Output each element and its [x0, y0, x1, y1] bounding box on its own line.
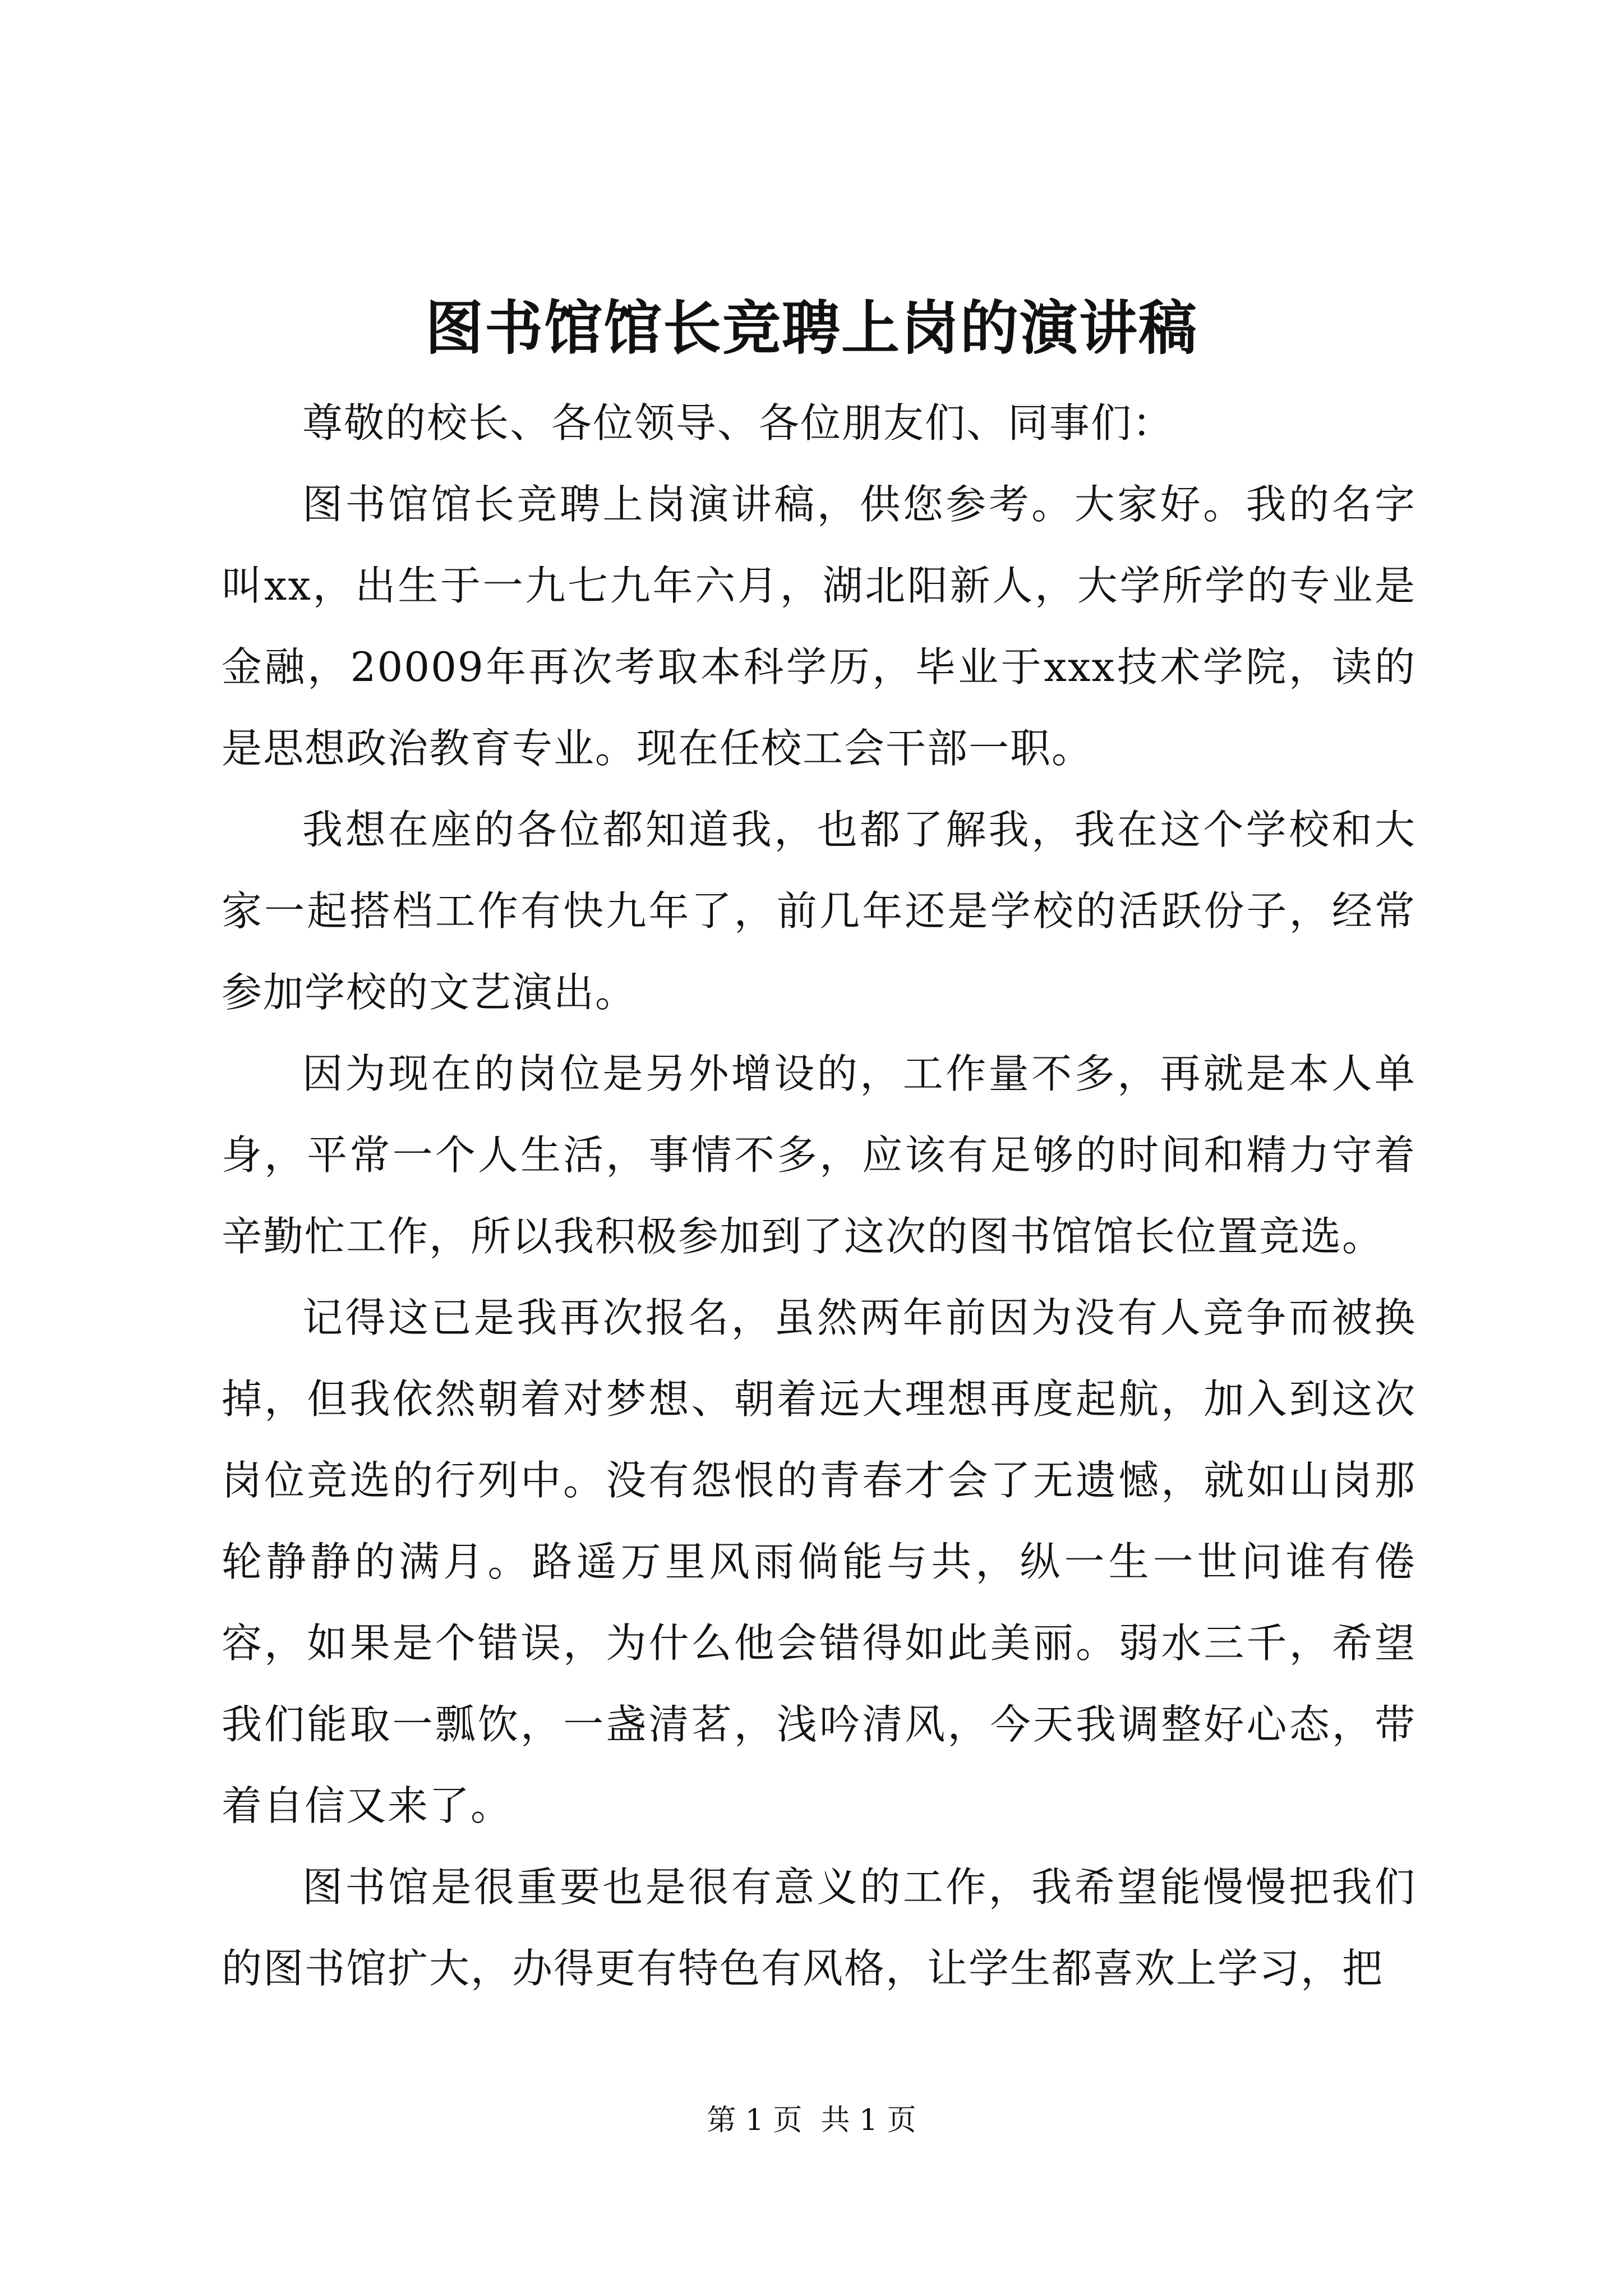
body-paragraph: 记得这已是我再次报名，虽然两年前因为没有人竞争而被换掉，但我依然朝着对梦想、朝着远大理想再度起航，加入到这次岗位竞选的行列中。没有怨恨的青春才会了无遗憾，就如山岗那轮静静的满月。路遥万里风雨倘能与共，纵一生一世问谁有倦容，如果是个错误，为什么他会错得如此美丽。弱水三千，希望我们能取一瓢饮，一盏清茗，浅吟清风，今天我调整好心态，带着自信又来了。: [222, 1294, 1416, 1829]
body-paragraph: 图书馆馆长竞聘上岗演讲稿，供您参考。大家好。我的名字叫xx，出生于一九七九年六月，湖北阳新人，大学所学的专业是金融，20009年再次考取本科学历，毕业于xxx技术学院，读的是思想政治教育专业。现在任校工会干部一职。: [222, 481, 1416, 772]
salutation-paragraph: 尊敬的校长、各位领导、各位朋友们、同事们：: [302, 399, 1174, 447]
body-paragraph: 图书馆是很重要也是很有意义的工作，我希望能慢慢把我们的图书馆扩大，办得更有特色有风格，让学生都喜欢上学习，把: [222, 1864, 1416, 1992]
document-body: [222, 383, 1416, 2009]
body-paragraph: 我想在座的各位都知道我，也都了解我，我在这个学校和大家一起搭档工作有快九年了，前几年还是学校的活跃份子，经常参加学校的文艺演出。: [222, 806, 1416, 1016]
document-title: 图书馆馆长竞聘上岗的演讲稿: [425, 293, 1198, 362]
page-number-label: 第 1 页 共 1 页: [707, 2104, 916, 2137]
page-footer: [0, 2101, 1623, 2140]
body-paragraph: 因为现在的岗位是另外增设的，工作量不多，再就是本人单身，平常一个人生活，事情不多，应该有足够的时间和精力守着辛勤忙工作，所以我积极参加到了这次的图书馆馆长位置竞选。: [222, 1050, 1416, 1260]
